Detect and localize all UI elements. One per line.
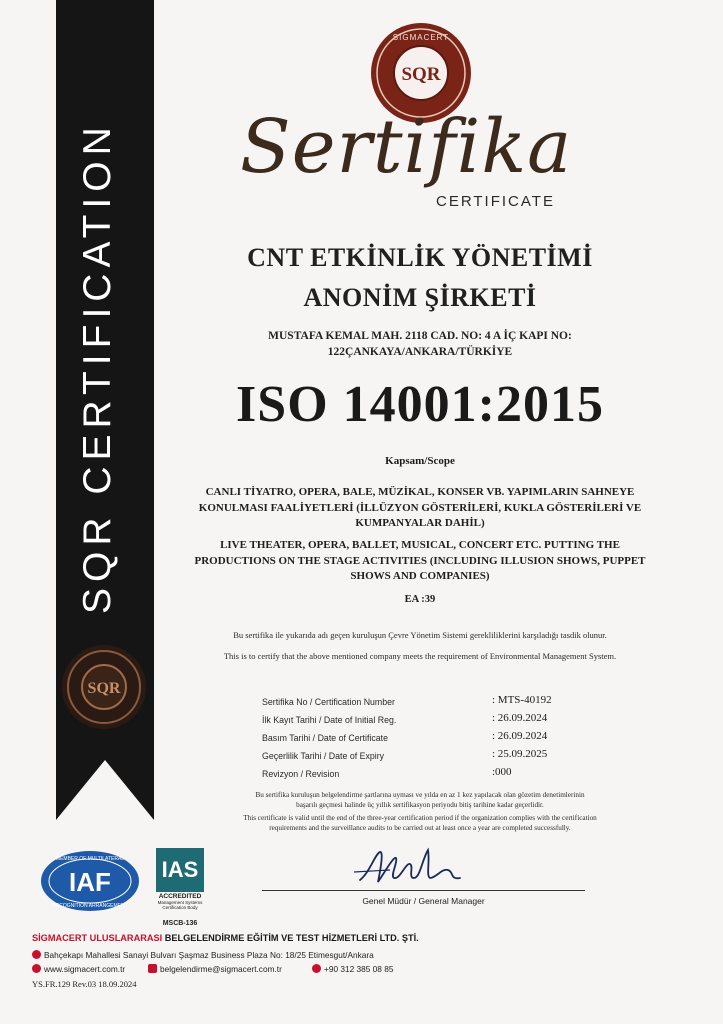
scope-tr-line3: KUMPANYALAR DAHİL) <box>355 517 485 529</box>
footer-org-black: BELGELENDİRME EĞİTİM VE TEST HİZMETLERİ LTD. ŞTİ. <box>162 933 419 943</box>
scope-en-line1: LIVE THEATER, OPERA, BALLET, MUSICAL, CONCERT ETC. PUTTING THE <box>220 539 620 551</box>
detail-label-cert-no: Sertifika No / Certification Number <box>262 697 395 707</box>
detail-value-initial-reg: : 26.09.2024 <box>492 712 548 724</box>
validity-note-tr-line2: başarılı geçmesi halinde üç yıllık sertifikasyon periyodu bitiş tarihine kadar geçerlidir. <box>296 801 544 809</box>
footer-address-text: Bahçekapı Mahallesi Sanayi Bulvarı Şaşmaz Business Plaza No: 18/25 Etimesgut/Ankara <box>44 950 374 960</box>
web-icon <box>32 964 41 973</box>
scope-en-line2: PRODUCTIONS ON THE STAGE ACTIVITIES (INCLUDING ILLUSION SHOWS, PUPPET <box>194 554 646 567</box>
ea-code: EA :39 <box>404 594 436 605</box>
scope-en-line3: SHOWS AND COMPANIES) <box>350 570 490 582</box>
seal-text: SQR <box>401 64 441 85</box>
detail-label-cert-date: Basım Tarihi / Date of Certificate <box>262 733 388 743</box>
location-icon <box>32 950 41 959</box>
validity-note-en <box>190 813 650 833</box>
footer-org-red: SİGMACERT ULUSLARARASI <box>32 933 163 943</box>
footer-web-text: www.sigmacert.com.tr <box>44 964 126 974</box>
statement-tr: Bu sertifika ile yukarıda adı geçen kuruluşun Çevre Yönetim Sistemi gerekliliklerini karşıladığı tasdik olunur. <box>233 630 607 640</box>
detail-label-initial-reg: İlk Kayıt Tarihi / Date of Initial Reg. <box>262 715 397 725</box>
ias-accredited <box>156 893 204 910</box>
footer-phone <box>312 964 393 974</box>
company-name-line2: ANONİM ŞİRKETİ <box>303 283 537 312</box>
detail-label-expiry: Geçerlilik Tarihi / Date of Expiry <box>262 751 385 761</box>
validity-note-en-line2: requirements and the surveillance audits to be carried out at least once a year are completed successfully. <box>269 824 571 832</box>
signature-label: Genel Müdür / General Manager <box>362 896 485 906</box>
company-address-line2: 122ÇANKAYA/ANKARA/TÜRKİYE <box>327 346 513 358</box>
ribbon-seal-icon <box>60 643 148 731</box>
ias-id: MSCB-136 <box>162 920 198 927</box>
standard-title: ISO 14001:2015 <box>236 376 604 433</box>
validity-note-en-line1: This certificate is valid until the end of the three-year certification period if the organization complies with the certification <box>243 814 597 822</box>
ribbon-seal-text: SQR <box>87 680 121 697</box>
company-name-line1: CNT ETKİNLİK YÖNETİMİ <box>247 243 593 272</box>
statement-en: This is to certify that the above mentioned company meets the requirement of Environmental Management System. <box>223 651 617 661</box>
ias-logo <box>156 848 204 927</box>
iaf-text: IAF <box>69 867 111 897</box>
phone-icon <box>312 964 321 973</box>
signature-line <box>262 890 585 891</box>
ribbon-text: SQR CERTIFICATION <box>76 121 119 614</box>
scope-tr-line1: CANLI TİYATRO, OPERA, BALE, MÜZİKAL, KONSER VB. YAPIMLARIN SAHNEYE <box>205 486 635 498</box>
scope-tr-line2: KONULMASI FAALİYETLERİ (İLLÜZYON GÖSTERİLERİ, KUKLA GÖSTERİLERİ VE <box>198 501 642 514</box>
company-address-line1: MUSTAFA KEMAL MAH. 2118 CAD. NO: 4 A İÇ KAPI NO: <box>268 330 572 342</box>
detail-label-revision: Revizyon / Revision <box>262 769 340 779</box>
footer-email <box>148 964 282 974</box>
detail-value-cert-no: : MTS-40192 <box>492 694 552 706</box>
scope-tr <box>170 485 670 532</box>
iaf-ring-top: MEMBER OF MULTILATERAL <box>55 856 125 862</box>
footer-web <box>32 964 125 974</box>
footer-organization <box>32 933 419 943</box>
ias-accredited-label: ACCREDITED <box>158 893 202 900</box>
certificate-title: Sertifika <box>240 104 573 190</box>
certificate-subtitle: CERTIFICATE <box>436 193 555 210</box>
signature-icon <box>350 842 470 890</box>
scope-en <box>170 538 670 585</box>
iaf-ring-bottom: RECOGNITION ARRANGEMENT <box>52 903 128 909</box>
footer-address <box>32 950 374 960</box>
iaf-logo-icon <box>40 850 140 912</box>
detail-value-revision: :000 <box>492 766 512 778</box>
seal-ring-text: SIGMACERT <box>392 33 450 42</box>
form-code: YS.FR.129 Rev.03 18.09.2024 <box>32 979 137 989</box>
scope-label: Kapsam/Scope <box>385 455 455 467</box>
detail-value-expiry: : 25.09.2025 <box>492 748 548 760</box>
ias-logo-text: IAS <box>156 848 204 892</box>
footer-phone-text: +90 312 385 08 85 <box>324 964 394 974</box>
validity-note-tr <box>190 790 650 810</box>
ias-sub: Management Systems Certification Body <box>157 900 203 910</box>
validity-note-tr-line1: Bu sertifika kuruluşun belgelendirme şartlarına uyması ve yılda en az 1 kez yapılacak olan gözetim denetimlerinin <box>255 791 585 799</box>
footer-email-text: belgelendirme@sigmacert.com.tr <box>160 964 282 974</box>
detail-value-cert-date: : 26.09.2024 <box>492 730 548 742</box>
email-icon <box>148 964 157 973</box>
